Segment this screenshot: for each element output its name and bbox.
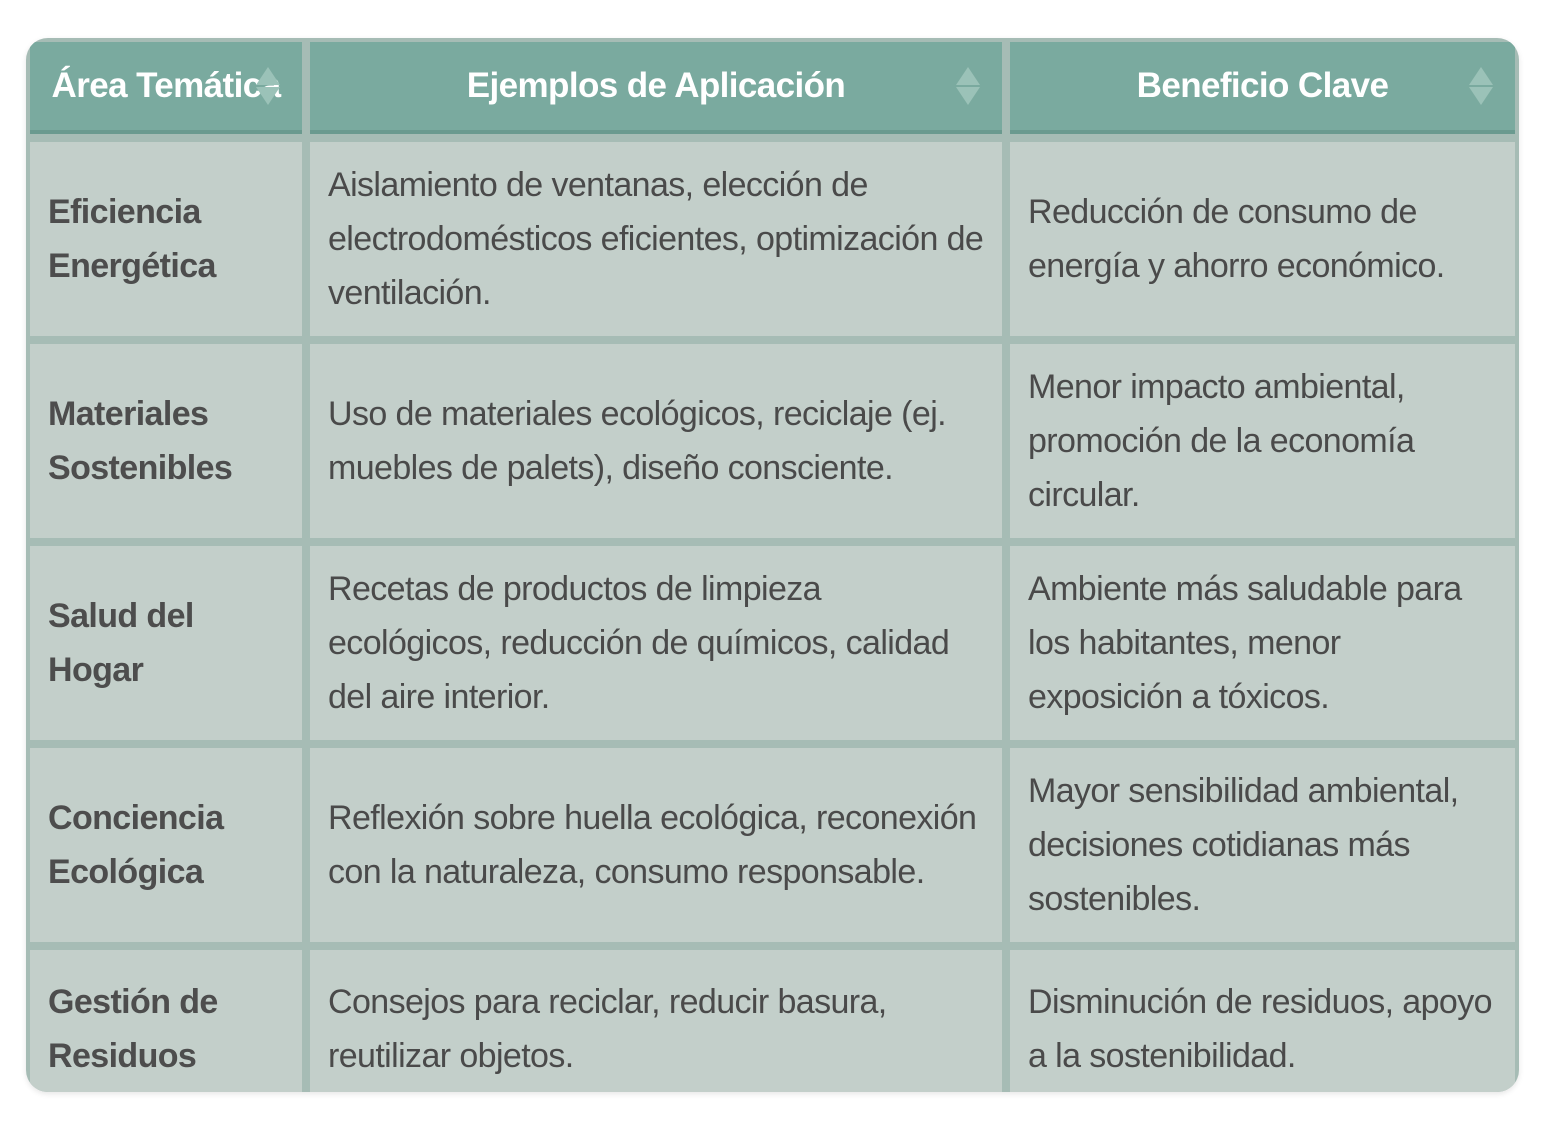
table-row [30,546,1515,740]
cell-area: Conciencia Ecológica [30,748,302,942]
table-row [30,142,1515,336]
cell-area: Gestión de Residuos [30,950,302,1092]
table-row [30,950,1515,1092]
cell-ejemplos: Reflexión sobre huella ecológica, reconexión con la naturaleza, consumo responsable. [310,748,1002,942]
cell-beneficio: Reducción de consumo de energía y ahorro económico. [1010,142,1515,336]
cell-beneficio: Disminución de residuos, apoyo a la sostenibilidad. [1010,950,1515,1092]
cell-area: Eficiencia Energética [30,142,302,336]
column-header-label: Ejemplos de Aplicación [466,66,846,105]
cell-ejemplos: Recetas de productos de limpieza ecológicos, reducción de químicos, calidad del aire interior. [310,546,1002,740]
sort-updown-icon[interactable] [256,66,280,106]
data-table [26,38,1519,1092]
cell-beneficio: Mayor sensibilidad ambiental, decisiones cotidianas más sostenibles. [1010,748,1515,942]
cell-beneficio: Menor impacto ambiental, promoción de la economía circular. [1010,344,1515,538]
cell-ejemplos: Aislamiento de ventanas, elección de electrodomésticos eficientes, optimización de ventilación. [310,142,1002,336]
table-header [30,42,1515,134]
column-header-label: Área Temática [51,66,281,105]
table-body [30,142,1515,1092]
sort-updown-icon[interactable] [1469,66,1493,106]
column-header-beneficio[interactable] [1010,42,1515,134]
table [26,38,1519,1092]
cell-beneficio: Ambiente más saludable para los habitantes, menor exposición a tóxicos. [1010,546,1515,740]
cell-area: Materiales Sostenibles [30,344,302,538]
sort-updown-icon[interactable] [956,66,980,106]
column-header-ejemplos[interactable] [310,42,1002,134]
column-header-label: Beneficio Clave [1136,66,1389,105]
column-header-area[interactable] [30,42,302,134]
cell-ejemplos: Uso de materiales ecológicos, reciclaje (ej. muebles de palets), diseño consciente. [310,344,1002,538]
cell-area: Salud del Hogar [30,546,302,740]
table-row [30,748,1515,942]
table-row [30,344,1515,538]
cell-ejemplos: Consejos para reciclar, reducir basura, reutilizar objetos. [310,950,1002,1092]
header-row [30,42,1515,134]
